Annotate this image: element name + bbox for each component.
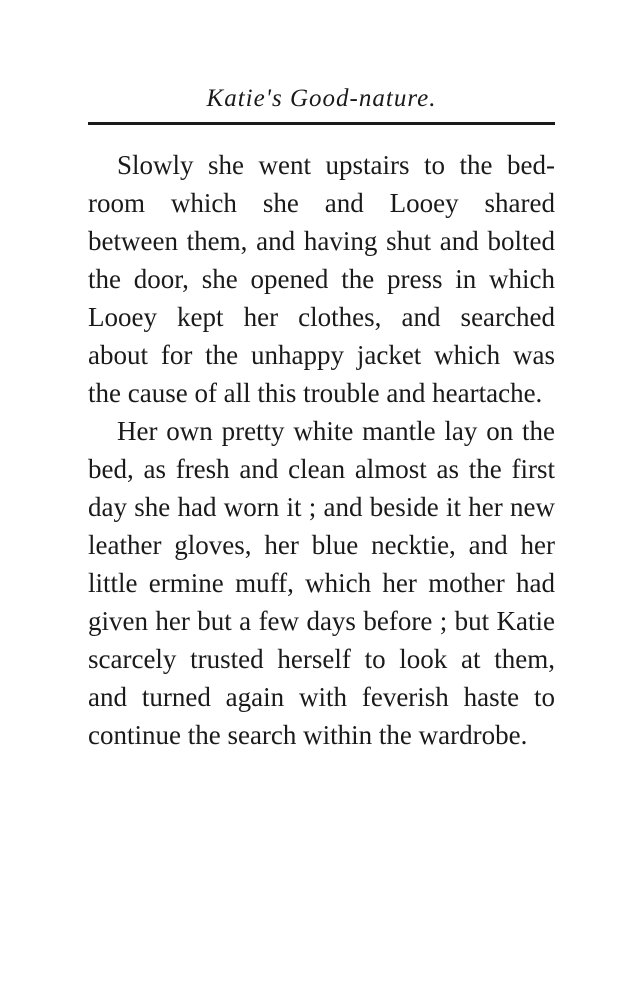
running-head: Katie's Good-nature.	[206, 85, 437, 112]
paragraph-1: Slowly she went upstairs to the bed-room which she and Looey shared between them, and having shut and bolted the door, she opened the press in which Looey kept her clothes, and searched about for the unhappy jacket which was the cause of all this trouble and heartache.	[88, 150, 555, 408]
header-rule	[88, 122, 555, 125]
paragraph-2: Her own pretty white mantle lay on the bed, as fresh and clean almost as the first day she had worn it ; and beside it her new leather gloves, her blue necktie, and her little ermine muff, which her mother had given her but a few days before ; but Katie scarcely trusted herself to look at them, and turned again with feverish haste to continue the search within the wardrobe.	[88, 416, 555, 750]
body-text	[88, 146, 555, 754]
